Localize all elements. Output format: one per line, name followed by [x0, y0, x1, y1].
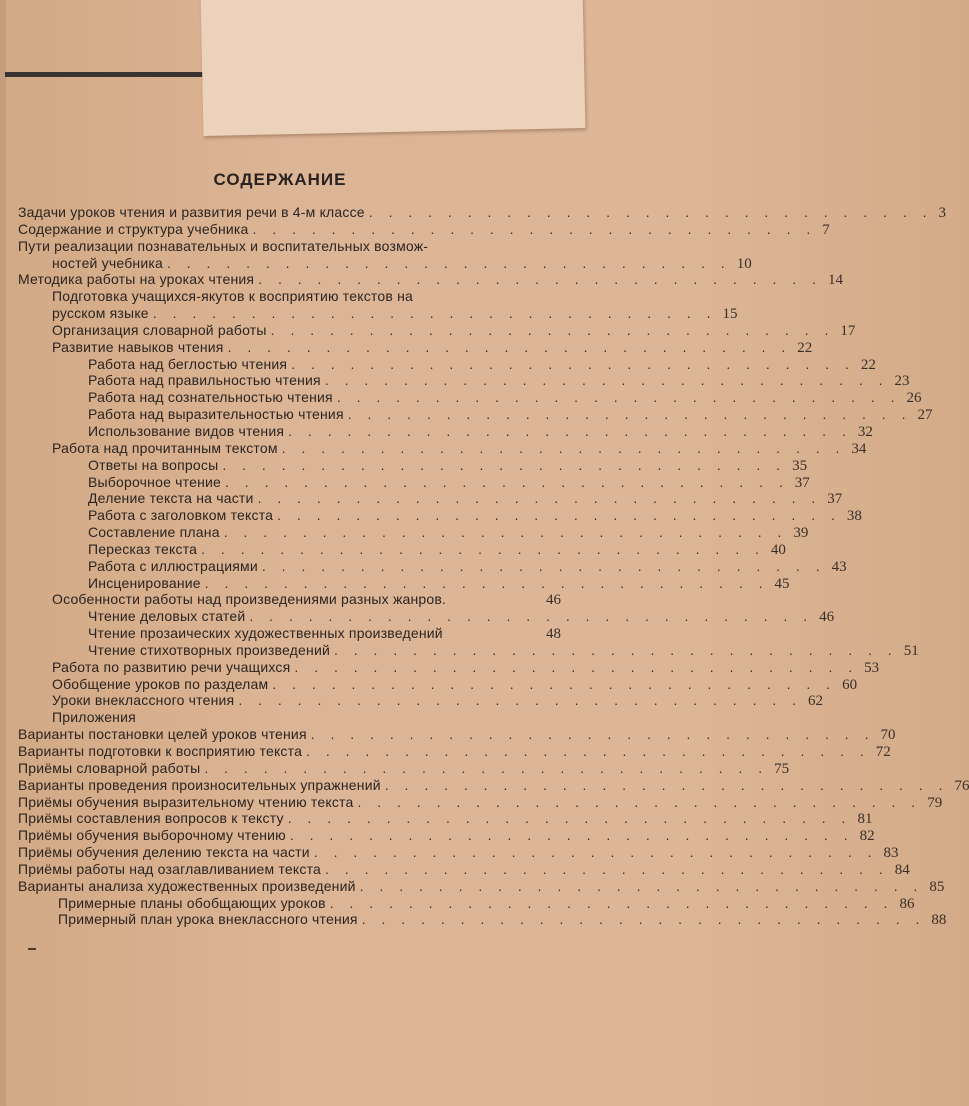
toc-entry — [0, 574, 790, 592]
toc-page-number: 37 — [827, 491, 843, 508]
toc-entry-title: Работа над выразительностью чтения — [88, 406, 344, 423]
dot-leader: . . . . . . . . . . . . . . . . . . . . . . . . . . . . . — [223, 524, 788, 541]
toc-entry-title: Примерный план урока внеклассного чтения — [58, 911, 358, 928]
toc-entry — [0, 860, 910, 878]
toc-page-number: 35 — [792, 457, 808, 474]
toc-entry-title: Приёмы работы над озаглавливанием текста — [18, 860, 322, 877]
toc-page-number: 45 — [774, 575, 790, 592]
toc-entry — [0, 726, 896, 744]
toc-page-number: 70 — [880, 727, 896, 744]
toc-entry-title: Работа с заголовком текста — [88, 507, 274, 524]
dot-leader: . . . . . . . . . . . . . . . . . . . . . . . . . . . . . — [357, 793, 922, 810]
toc-entry-title: Пути реализации познавательных и воспитательных возмож- — [18, 237, 429, 254]
toc-page-number: 46 — [819, 609, 835, 626]
toc-entry — [0, 524, 809, 542]
toc-entry-title: Инсценирование — [88, 574, 201, 591]
toc-entry — [0, 422, 873, 440]
toc-entry-title: Обобщение уроков по разделам — [52, 675, 269, 692]
dot-leader: . . . . . . . . . . . . . . . . . . . . . . . . . . . . . — [368, 204, 933, 220]
dot-leader: . . . . . . . . . . . . . . . . . . . . . . . . . . . . . — [288, 422, 852, 439]
toc-entry — [0, 507, 862, 525]
toc-entry — [0, 759, 790, 777]
dot-leader: . . . . . . . . . . . . . . . . . . . . . . . . . . . . . — [325, 860, 889, 877]
dot-leader: . . . . . . . . . . . . . . . . . . . . . . . . . . . . . — [347, 406, 912, 423]
printed-rule — [5, 72, 215, 77]
dot-leader: . . . . . . . . . . . . . . . . . . . . . . . . . . . . . — [227, 338, 792, 355]
toc-entry — [0, 894, 915, 912]
table-of-contents — [0, 204, 969, 929]
toc-page-number: 53 — [864, 659, 880, 676]
toc-entry — [0, 439, 867, 457]
dot-leader: . . . . . . . . . . . . . . . . . . . . . . . . . . . . . — [289, 827, 854, 844]
toc-page-number: 46 — [546, 592, 561, 609]
toc-entry — [0, 271, 843, 289]
toc-entry — [0, 456, 808, 474]
toc-entry-title: Содержание и структура учебника — [18, 220, 249, 237]
toc-entry-title: Работа над правильностью чтения — [88, 372, 321, 389]
toc-entry — [0, 389, 922, 407]
toc-page-number: 14 — [827, 272, 843, 289]
toc-page-number: 43 — [831, 558, 847, 575]
toc-entry-title: Приёмы обучения делению текста на части — [18, 844, 310, 861]
dot-leader: . . . . . . . . . . . . . . . . . . . . . . . . . . . . . — [306, 743, 870, 759]
toc-entry — [0, 406, 933, 424]
toc-entry — [0, 591, 570, 608]
dot-leader: . . . . . . . . . . . . . . . . . . . . . . . . . . . . . — [336, 389, 901, 406]
dot-leader: . . . . . . . . . . . . . . . . . . . . . . . . . . . . . — [222, 456, 787, 473]
toc-entry-title: Приложения — [52, 709, 136, 726]
toc-page-number: 39 — [793, 525, 809, 542]
toc-entry — [0, 844, 899, 862]
toc-page-number: 22 — [797, 339, 813, 356]
toc-entry — [0, 540, 786, 558]
toc-entry-title: Примерные планы обобщающих уроков — [58, 894, 326, 911]
toc-entry-title: Варианты анализа художественных произведений — [18, 877, 356, 894]
toc-entry-title: Чтение деловых статей — [88, 608, 246, 625]
dot-leader: . . . . . . . . . . . . . . . . . . . . . . . . . . . . . — [310, 726, 875, 743]
toc-entry — [0, 776, 969, 794]
toc-entry — [0, 220, 830, 238]
toc-entry — [0, 288, 570, 305]
toc-page-number: 26 — [906, 390, 922, 407]
toc-entry-title: Уроки внеклассного чтения — [52, 692, 235, 709]
toc-entry — [0, 625, 570, 642]
toc-entry — [0, 372, 910, 390]
toc-page-number: 83 — [883, 845, 899, 862]
page-title: СОДЕРЖАНИЕ — [213, 170, 347, 189]
toc-entry — [0, 608, 835, 626]
toc-entry-title: Приёмы обучения выразительному чтению текста — [18, 793, 354, 810]
toc-entry-title: Использование видов чтения — [88, 422, 285, 439]
toc-page-number: 85 — [929, 878, 945, 895]
dot-leader: . . . . . . . . . . . . . . . . . . . . . . . . . . . . . — [252, 220, 817, 237]
toc-page-number: 82 — [859, 828, 875, 845]
toc-entry — [0, 877, 945, 895]
dot-leader: . . . . . . . . . . . . . . . . . . . . . . . . . . . . . — [287, 810, 852, 827]
dot-leader: . . . . . . . . . . . . . . . . . . . . . . . . . . . . . — [359, 877, 924, 894]
toc-page-number: 38 — [846, 508, 862, 525]
dot-leader: . . . . . . . . . . . . . . . . . . . . . . . . . . . . . — [257, 490, 822, 507]
toc-entry-title: Работа над беглостью чтения — [88, 355, 288, 372]
toc-entry-title: Организация словарной работы — [52, 321, 267, 338]
toc-entry-title: Составление плана — [88, 524, 220, 541]
dot-leader: . . . . . . . . . . . . . . . . . . . . . . . . . . . . . — [204, 574, 769, 591]
toc-entry-title: Чтение прозаических художественных произведений — [88, 625, 443, 642]
dot-leader: . . . . . . . . . . . . . . . . . . . . . . . . . . . . . — [291, 355, 855, 372]
paper-scrap — [201, 0, 586, 136]
toc-entry-title: Ответы на вопросы — [88, 456, 219, 473]
dot-leader: . . . . . . . . . . . . . . . . . . . . . . . . . . . . . — [281, 439, 846, 456]
toc-entry — [0, 827, 875, 845]
toc-entry-title: Чтение стихотворных произведений — [88, 641, 330, 658]
toc-entry-title: русском языке — [52, 305, 149, 322]
toc-entry-title: ностей учебника — [52, 254, 163, 271]
dot-leader: . . . . . . . . . . . . . . . . . . . . . . . . . . . . . — [333, 641, 898, 658]
toc-entry-title: Работа над прочитанным текстом — [52, 439, 278, 456]
dot-leader: . . . . . . . . . . . . . . . . . . . . . . . . . . . . . — [152, 305, 717, 322]
toc-entry — [0, 338, 813, 356]
toc-page-number: 3 — [938, 205, 947, 221]
toc-entry — [0, 641, 919, 659]
dot-leader: . . . . . . . . . . . . . . . . . . . . . . . . . . . . . — [272, 675, 837, 692]
toc-page-number: 40 — [770, 541, 786, 558]
toc-entry-title: Особенности работы над произведениями разных жанров. — [52, 591, 447, 608]
toc-entry-title: Развитие навыков чтения — [52, 338, 224, 355]
dot-leader: . . . . . . . . . . . . . . . . . . . . . . . . . . . . . — [225, 473, 789, 490]
dot-leader: . . . . . . . . . . . . . . . . . . . . . . . . . . . . . — [270, 321, 835, 338]
toc-entry-title: Варианты проведения произносительных упражнений — [18, 776, 381, 793]
toc-entry — [0, 692, 824, 710]
toc-page-number: 60 — [842, 676, 858, 693]
toc-page-number: 86 — [899, 895, 915, 912]
toc-entry — [0, 355, 876, 373]
dot-leader: . . . . . . . . . . . . . . . . . . . . . . . . . . . . . — [258, 271, 822, 288]
dot-leader: . . . . . . . . . . . . . . . . . . . . . . . . . . . . . — [204, 759, 769, 776]
toc-entry-title: Варианты постановки целей уроков чтения — [18, 726, 307, 743]
toc-entry — [0, 305, 738, 323]
toc-page-number: 51 — [903, 642, 919, 659]
toc-entry — [0, 810, 873, 828]
toc-page-number: 37 — [794, 474, 810, 491]
toc-page-number: 72 — [875, 744, 891, 760]
toc-entry — [0, 793, 943, 811]
toc-page-number: 27 — [917, 407, 933, 424]
toc-page-number: 22 — [860, 356, 876, 373]
toc-page-number: 79 — [927, 794, 943, 811]
toc-entry-title: Работа по развитию речи учащихся — [52, 658, 291, 675]
toc-page-number: 48 — [546, 626, 561, 643]
toc-entry-title: Задачи уроков чтения и развития речи в 4-м классе — [18, 204, 365, 220]
dot-leader: . . . . . . . . . . . . . . . . . . . . . . . . . . . . . — [313, 844, 878, 861]
dot-leader: . . . . . . . . . . . . . . . . . . . . . . . . . . . . . — [384, 776, 949, 793]
toc-entry-title: Варианты подготовки к восприятию текста — [18, 743, 303, 759]
ink-mark — [28, 948, 36, 950]
toc-entry-title: Методика работы на уроках чтения — [18, 271, 255, 288]
dot-leader: . . . . . . . . . . . . . . . . . . . . . . . . . . . . . — [238, 692, 803, 709]
dot-leader: . . . . . . . . . . . . . . . . . . . . . . . . . . . . . — [261, 557, 826, 574]
toc-page-number: 76 — [954, 777, 969, 794]
toc-entry-title: Работа над сознательностью чтения — [88, 389, 333, 406]
toc-page-number: 10 — [736, 255, 752, 272]
toc-entry-title: Пересказ текста — [88, 540, 198, 557]
toc-entry-title: Работа с иллюстрациями — [88, 557, 258, 574]
toc-entry — [0, 473, 810, 491]
dot-leader: . . . . . . . . . . . . . . . . . . . . . . . . . . . . . — [329, 894, 894, 911]
dot-leader: . . . . . . . . . . . . . . . . . . . . . . . . . . . . . — [294, 658, 859, 675]
dot-leader: . . . . . . . . . . . . . . . . . . . . . . . . . . . . . — [324, 372, 889, 389]
toc-page-number: 84 — [894, 861, 910, 878]
toc-entry — [0, 490, 843, 508]
toc-page-number: 81 — [857, 811, 873, 828]
dot-leader: . . . . . . . . . . . . . . . . . . . . . . . . . . . . . — [201, 540, 765, 557]
dot-leader: . . . . . . . . . . . . . . . . . . . . . . . . . . . . . — [249, 608, 814, 625]
dot-leader: . . . . . . . . . . . . . . . . . . . . . . . . . . . . . — [361, 911, 926, 928]
toc-page-number: 15 — [722, 306, 738, 323]
toc-entry — [0, 557, 847, 575]
toc-entry — [0, 321, 856, 339]
toc-entry — [0, 743, 891, 760]
toc-entry-title: Приёмы словарной работы — [18, 759, 201, 776]
toc-page-number: 62 — [808, 693, 824, 710]
toc-page-number: 75 — [774, 760, 790, 777]
toc-page-number: 23 — [894, 373, 910, 390]
dot-leader: . . . . . . . . . . . . . . . . . . . . . . . . . . . . . — [277, 507, 841, 524]
toc-entry-title: Деление текста на части — [88, 490, 254, 507]
toc-entry-title: Выборочное чтение — [88, 473, 222, 490]
toc-page-number: 7 — [822, 221, 830, 238]
toc-entry — [0, 204, 947, 221]
toc-entry — [0, 238, 570, 255]
toc-entry — [0, 675, 858, 693]
toc-entry — [0, 254, 752, 272]
dot-leader: . . . . . . . . . . . . . . . . . . . . . . . . . . . . . — [166, 254, 731, 271]
toc-entry — [0, 658, 880, 676]
toc-entry — [0, 709, 570, 726]
toc-entry-title: Подготовка учащихся-якутов к восприятию текстов на — [52, 288, 413, 305]
toc-entry-title: Приёмы составления вопросов к тексту — [18, 810, 284, 827]
toc-entry — [0, 911, 947, 929]
toc-entry-title: Приёмы обучения выборочному чтению — [18, 827, 286, 844]
toc-page-number: 17 — [840, 322, 856, 339]
toc-page-number: 34 — [851, 440, 867, 457]
toc-page-number: 88 — [931, 912, 947, 929]
toc-page-number: 32 — [857, 423, 873, 440]
